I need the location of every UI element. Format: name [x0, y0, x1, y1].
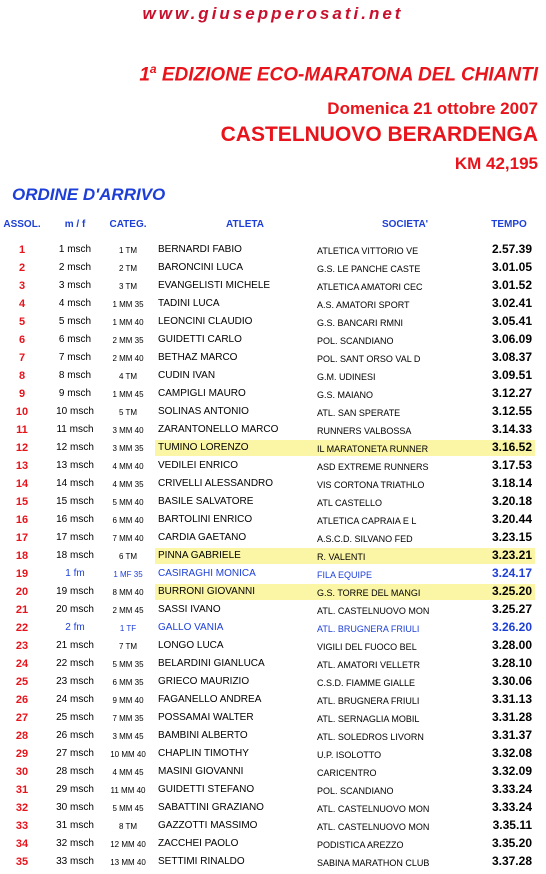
position-cell: 24	[15, 658, 29, 670]
club-cell: PODISTICA AREZZO	[317, 840, 404, 850]
category-cell: 5 TM	[118, 408, 138, 417]
category-cell: 6 MM 35	[112, 678, 144, 687]
position-cell: 29	[15, 748, 29, 760]
position-cell: 20	[15, 586, 29, 598]
table-row	[0, 601, 546, 619]
position-cell: 28	[15, 730, 29, 742]
athlete-cell: LONGO LUCA	[158, 640, 224, 651]
results-table	[0, 241, 546, 871]
race-city: CASTELNUOVO BERARDENGA	[220, 123, 538, 146]
category-cell: 1 MM 40	[112, 318, 144, 327]
position-cell: 25	[15, 676, 29, 688]
category-cell: 3 TM	[118, 282, 138, 291]
time-cell: 3.28.00	[491, 638, 532, 652]
athlete-cell: PINNA GABRIELE	[158, 550, 241, 561]
athlete-cell: ZACCHEI PAOLO	[158, 838, 239, 849]
athlete-cell: ZARANTONELLO MARCO	[158, 424, 279, 435]
athlete-cell: LEONCINI CLAUDIO	[158, 316, 253, 327]
club-cell: ATL. BRUGNERA FRIULI	[317, 624, 420, 634]
gender-rank-cell: 16 msch	[56, 514, 94, 525]
table-row	[0, 745, 546, 763]
category-cell: 13 MM 40	[110, 858, 146, 867]
club-cell: ATL. SERNAGLIA MOBIL	[317, 714, 420, 724]
club-cell: ATL. SOLEDROS LIVORN	[317, 732, 424, 742]
table-row	[0, 763, 546, 781]
edition-superscript: a	[149, 62, 157, 76]
athlete-cell: SASSI IVANO	[158, 604, 221, 615]
header-club: SOCIETA'	[381, 219, 429, 230]
club-cell: IL MARATONETA RUNNER	[317, 444, 429, 454]
club-cell: ATL CASTELLO	[317, 498, 383, 508]
table-row	[0, 295, 546, 313]
category-cell: 4 MM 35	[112, 480, 144, 489]
category-cell: 4 MM 45	[112, 768, 144, 777]
club-cell: RUNNERS VALBOSSA	[317, 426, 412, 436]
time-cell: 3.24.17	[491, 566, 532, 580]
club-cell: ATLETICA AMATORI CEC	[317, 282, 423, 292]
gender-rank-cell: 30 msch	[56, 802, 94, 813]
gender-rank-cell: 29 msch	[56, 784, 94, 795]
club-cell: ATL. CASTELNUOVO MON	[317, 804, 430, 814]
category-cell: 3 MM 45	[112, 732, 144, 741]
gender-rank-cell: 2 msch	[58, 262, 92, 273]
gender-rank-cell: 22 msch	[56, 658, 94, 669]
category-cell: 5 MM 40	[112, 498, 144, 507]
time-cell: 2.57.39	[491, 242, 532, 256]
position-cell: 8	[18, 370, 26, 382]
time-cell: 3.16.52	[491, 440, 532, 454]
category-cell: 7 MM 35	[112, 714, 144, 723]
athlete-cell: SABATTINI GRAZIANO	[158, 802, 264, 813]
table-row	[0, 367, 546, 385]
athlete-cell: BURRONI GIOVANNI	[158, 586, 256, 597]
category-cell: 12 MM 40	[110, 840, 146, 849]
club-cell: CARICENTRO	[317, 768, 377, 778]
athlete-cell: TUMINO LORENZO	[158, 442, 249, 453]
athlete-cell: CRIVELLI ALESSANDRO	[158, 478, 274, 489]
athlete-cell: VEDILEI ENRICO	[158, 460, 239, 471]
athlete-cell: EVANGELISTI MICHELE	[158, 280, 271, 291]
position-cell: 26	[15, 694, 29, 706]
gender-rank-cell: 2 fm	[65, 622, 85, 633]
position-cell: 18	[15, 550, 29, 562]
table-row	[0, 691, 546, 709]
club-cell: ATLETICA CAPRAIA E L	[317, 516, 417, 526]
table-row	[0, 439, 546, 457]
club-cell: FILA EQUIPE	[317, 570, 373, 580]
position-cell: 5	[18, 316, 26, 328]
club-cell: POL. SCANDIANO	[317, 786, 394, 796]
table-row	[0, 673, 546, 691]
athlete-cell: CHAPLIN TIMOTHY	[158, 748, 249, 759]
time-cell: 3.23.15	[491, 530, 532, 544]
table-row	[0, 457, 546, 475]
time-cell: 3.12.55	[491, 404, 532, 418]
time-cell: 3.12.27	[491, 386, 532, 400]
club-cell: ATL. SAN SPERATE	[317, 408, 401, 418]
position-cell: 23	[15, 640, 29, 652]
gender-rank-cell: 6 msch	[58, 334, 92, 345]
table-row	[0, 475, 546, 493]
time-cell: 3.18.14	[491, 476, 532, 490]
gender-rank-cell: 9 msch	[58, 388, 92, 399]
gender-rank-cell: 10 msch	[56, 406, 94, 417]
gender-rank-cell: 19 msch	[56, 586, 94, 597]
club-cell: SABINA MARATHON CLUB	[317, 858, 430, 868]
gender-rank-cell: 4 msch	[58, 298, 92, 309]
club-cell: G.S. BANCARI RMNI	[317, 318, 404, 328]
club-cell: A.S.C.D. SILVANO FED	[317, 534, 413, 544]
gender-rank-cell: 21 msch	[56, 640, 94, 651]
athlete-cell: BARONCINI LUCA	[158, 262, 244, 273]
category-cell: 2 MM 35	[112, 336, 144, 345]
position-cell: 33	[15, 820, 29, 832]
category-cell: 9 MM 40	[112, 696, 144, 705]
club-cell: POL. SCANDIANO	[317, 336, 394, 346]
time-cell: 3.35.11	[492, 818, 532, 832]
table-row	[0, 421, 546, 439]
edition-number: 1	[139, 64, 150, 86]
table-row	[0, 313, 546, 331]
athlete-cell: MASINI GIOVANNI	[158, 766, 244, 777]
position-cell: 7	[18, 352, 26, 364]
gender-rank-cell: 17 msch	[56, 532, 94, 543]
athlete-cell: BELARDINI GIANLUCA	[158, 658, 265, 669]
athlete-cell: BERNARDI FABIO	[158, 244, 242, 255]
position-cell: 27	[15, 712, 29, 724]
edition-name: EDIZIONE ECO-MARATONA DEL CHIANTI	[161, 64, 538, 86]
category-cell: 6 TM	[118, 552, 138, 561]
time-cell: 3.09.51	[491, 368, 532, 382]
position-cell: 30	[15, 766, 29, 778]
gender-rank-cell: 24 msch	[56, 694, 94, 705]
gender-rank-cell: 18 msch	[56, 550, 94, 561]
header-time: TEMPO	[491, 219, 527, 230]
time-cell: 3.08.37	[491, 350, 532, 364]
category-cell: 1 MM 35	[112, 300, 144, 309]
athlete-cell: SETTIMI RINALDO	[158, 856, 245, 867]
time-cell: 3.37.28	[491, 854, 532, 868]
club-cell: ATL. CASTELNUOVO MON	[317, 822, 430, 832]
athlete-cell: BETHAZ MARCO	[158, 352, 238, 363]
position-cell: 4	[18, 298, 26, 310]
table-row	[0, 817, 546, 835]
category-cell: 7 MM 40	[112, 534, 144, 543]
club-cell: R. VALENTI	[317, 552, 366, 562]
category-cell: 7 TM	[118, 642, 138, 651]
category-cell: 5 MM 45	[112, 804, 144, 813]
position-cell: 32	[15, 802, 29, 814]
club-cell: U.P. ISOLOTTO	[317, 750, 382, 760]
athlete-cell: GRIECO MAURIZIO	[158, 676, 250, 687]
category-cell: 11 MM 40	[110, 786, 146, 795]
category-cell: 1 TF	[119, 624, 137, 633]
athlete-cell: TADINI LUCA	[158, 298, 220, 309]
position-cell: 2	[18, 262, 26, 274]
club-cell: VIGILI DEL FUOCO BEL	[317, 642, 417, 652]
gender-rank-cell: 1 fm	[65, 568, 85, 579]
table-row	[0, 277, 546, 295]
table-row	[0, 241, 546, 259]
time-cell: 3.31.28	[491, 710, 532, 724]
category-cell: 8 MM 40	[112, 588, 144, 597]
category-cell: 1 MM 45	[112, 390, 144, 399]
gender-rank-cell: 28 msch	[56, 766, 94, 777]
position-cell: 12	[15, 442, 29, 454]
table-row	[0, 547, 546, 565]
gender-rank-cell: 11 msch	[56, 424, 94, 435]
category-cell: 4 MM 40	[112, 462, 144, 471]
gender-rank-cell: 14 msch	[56, 478, 94, 489]
athlete-cell: GALLO VANIA	[158, 622, 224, 633]
category-cell: 1 TM	[118, 246, 138, 255]
category-cell: 10 MM 40	[110, 750, 146, 759]
category-cell: 1 MF 35	[113, 570, 143, 579]
time-cell: 3.01.05	[491, 260, 532, 274]
time-cell: 3.33.24	[491, 782, 532, 796]
table-row	[0, 835, 546, 853]
category-cell: 3 MM 40	[112, 426, 144, 435]
time-cell: 3.26.20	[491, 620, 532, 634]
time-cell: 3.25.20	[491, 584, 532, 598]
time-cell: 3.25.27	[491, 602, 532, 616]
time-cell: 3.30.06	[491, 674, 532, 688]
table-row	[0, 331, 546, 349]
section-title: ORDINE D'ARRIVO	[12, 185, 166, 204]
position-cell: 34	[15, 838, 29, 850]
time-cell: 3.23.21	[491, 548, 532, 562]
category-cell: 5 MM 35	[112, 660, 144, 669]
gender-rank-cell: 20 msch	[56, 604, 94, 615]
club-cell: G.S. MAIANO	[317, 390, 374, 400]
website-url: www.giusepperosati.net	[142, 4, 404, 23]
category-cell: 2 TM	[118, 264, 138, 273]
gender-rank-cell: 8 msch	[58, 370, 92, 381]
gender-rank-cell: 23 msch	[56, 676, 94, 687]
time-cell: 3.20.44	[491, 512, 532, 526]
athlete-cell: BAMBINI ALBERTO	[158, 730, 248, 741]
club-cell: G.S. LE PANCHE CASTE	[317, 264, 421, 274]
category-cell: 6 MM 40	[112, 516, 144, 525]
club-cell: POL. SANT ORSO VAL D	[317, 354, 421, 364]
position-cell: 3	[18, 280, 26, 292]
gender-rank-cell: 13 msch	[56, 460, 94, 471]
time-cell: 3.31.13	[491, 692, 532, 706]
time-cell: 3.28.10	[491, 656, 532, 670]
table-row	[0, 385, 546, 403]
header-athlete: ATLETA	[226, 219, 264, 230]
gender-rank-cell: 27 msch	[56, 748, 94, 759]
table-row	[0, 565, 546, 583]
header-category: CATEG.	[109, 219, 147, 230]
position-cell: 15	[15, 496, 29, 508]
gender-rank-cell: 5 msch	[58, 316, 92, 327]
time-cell: 3.31.37	[491, 728, 532, 742]
time-cell: 3.01.52	[491, 278, 532, 292]
athlete-cell: BASILE SALVATORE	[158, 496, 254, 507]
club-cell: ASD EXTREME RUNNERS	[317, 462, 429, 472]
club-cell: G.S. TORRE DEL MANGI	[317, 588, 421, 598]
club-cell: ATL. BRUGNERA FRIULI	[317, 696, 420, 706]
race-distance: KM 42,195	[454, 154, 538, 173]
athlete-cell: CAMPIGLI MAURO	[158, 388, 246, 399]
time-cell: 3.32.08	[491, 746, 532, 760]
gender-rank-cell: 12 msch	[56, 442, 94, 453]
edition-title	[0, 62, 538, 86]
category-cell: 4 TM	[118, 372, 138, 381]
athlete-cell: GAZZOTTI MASSIMO	[158, 820, 258, 831]
time-cell: 3.20.18	[491, 494, 532, 508]
time-cell: 3.17.53	[491, 458, 532, 472]
table-row	[0, 727, 546, 745]
table-row	[0, 637, 546, 655]
athlete-cell: CARDIA GAETANO	[158, 532, 247, 543]
gender-rank-cell: 33 msch	[56, 856, 94, 867]
gender-rank-cell: 3 msch	[58, 280, 92, 291]
gender-rank-cell: 31 msch	[56, 820, 94, 831]
position-cell: 10	[15, 406, 29, 418]
header-mf: m / f	[64, 219, 86, 230]
club-cell: ATL. AMATORI VELLETR	[317, 660, 421, 670]
athlete-cell: FAGANELLO ANDREA	[158, 694, 262, 705]
time-cell: 3.32.09	[491, 764, 532, 778]
athlete-cell: BARTOLINI ENRICO	[158, 514, 253, 525]
gender-rank-cell: 25 msch	[56, 712, 94, 723]
category-cell: 2 MM 40	[112, 354, 144, 363]
table-row	[0, 511, 546, 529]
time-cell: 3.05.41	[491, 314, 532, 328]
position-cell: 9	[18, 388, 26, 400]
table-row	[0, 781, 546, 799]
category-cell: 8 TM	[118, 822, 138, 831]
table-row	[0, 799, 546, 817]
table-row	[0, 403, 546, 421]
position-cell: 6	[18, 334, 26, 346]
table-row	[0, 529, 546, 547]
gender-rank-cell: 15 msch	[56, 496, 94, 507]
table-row	[0, 853, 546, 871]
club-cell: ATLETICA VITTORIO VE	[317, 246, 419, 256]
time-cell: 3.06.09	[491, 332, 532, 346]
gender-rank-cell: 26 msch	[56, 730, 94, 741]
position-cell: 19	[15, 568, 29, 580]
table-row	[0, 655, 546, 673]
athlete-cell: SOLINAS ANTONIO	[158, 406, 249, 417]
club-cell: C.S.D. FIAMME GIALLE	[317, 678, 416, 688]
position-cell: 13	[15, 460, 29, 472]
table-row	[0, 493, 546, 511]
category-cell: 2 MM 45	[112, 606, 144, 615]
club-cell: G.M. UDINESI	[317, 372, 376, 382]
position-cell: 16	[15, 514, 29, 526]
athlete-cell: CUDIN IVAN	[158, 370, 216, 381]
gender-rank-cell: 1 msch	[58, 244, 92, 255]
table-row	[0, 709, 546, 727]
athlete-cell: CASIRAGHI MONICA	[158, 568, 256, 579]
club-cell: VIS CORTONA TRIATHLO	[317, 480, 425, 490]
table-row	[0, 619, 546, 637]
table-row	[0, 583, 546, 601]
position-cell: 1	[18, 244, 26, 256]
table-row	[0, 259, 546, 277]
table-row	[0, 349, 546, 367]
time-cell: 3.14.33	[491, 422, 532, 436]
time-cell: 3.33.24	[491, 800, 532, 814]
position-cell: 11	[16, 424, 28, 436]
gender-rank-cell: 7 msch	[58, 352, 92, 363]
club-cell: A.S. AMATORI SPORT	[317, 300, 410, 310]
position-cell: 17	[15, 532, 29, 544]
athlete-cell: GUIDETTI STEFANO	[158, 784, 255, 795]
athlete-cell: GUIDETTI CARLO	[158, 334, 242, 345]
position-cell: 14	[15, 478, 29, 490]
position-cell: 21	[15, 604, 29, 616]
position-cell: 22	[15, 622, 29, 634]
position-cell: 31	[15, 784, 29, 796]
gender-rank-cell: 32 msch	[56, 838, 94, 849]
athlete-cell: POSSAMAI WALTER	[158, 712, 254, 723]
time-cell: 3.35.20	[491, 836, 532, 850]
category-cell: 3 MM 35	[112, 444, 144, 453]
club-cell: ATL. CASTELNUOVO MON	[317, 606, 430, 616]
time-cell: 3.02.41	[491, 296, 532, 310]
race-date: Domenica 21 ottobre 2007	[327, 99, 538, 118]
position-cell: 35	[15, 856, 29, 868]
header-position: ASSOL.	[3, 219, 41, 230]
